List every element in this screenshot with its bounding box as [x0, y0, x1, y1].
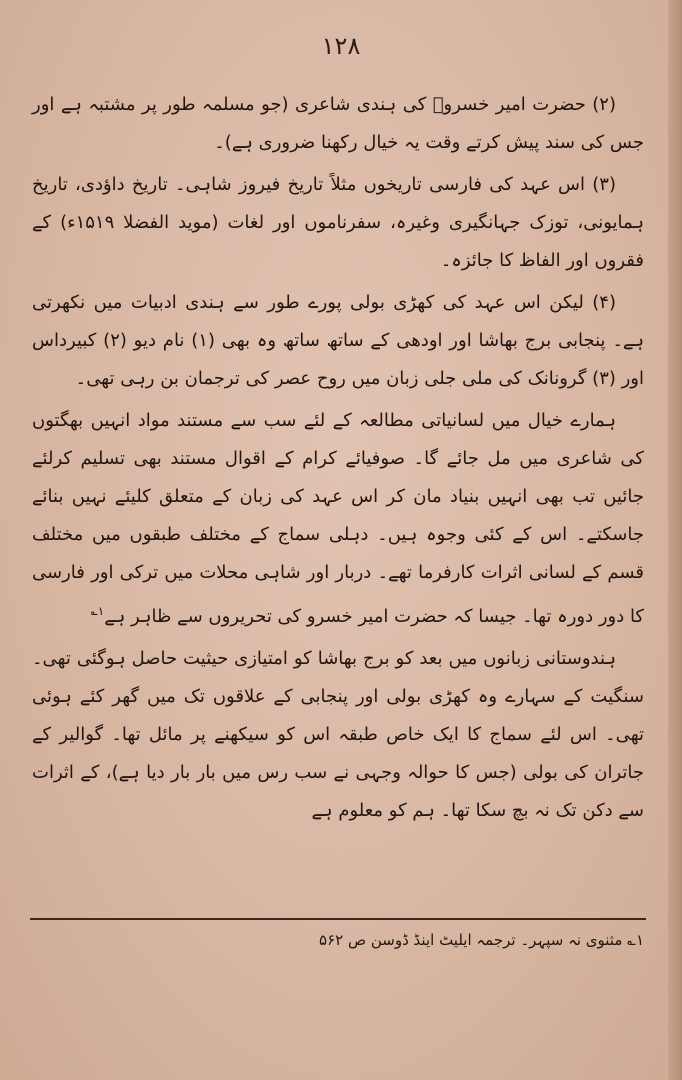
paragraph-item-3: (۳) اس عہد کی فارسی تاریخوں مثلاً تاریخ فیروز شاہی۔ تاریخ داؤدی، تاریخ ہمایونی، توزک جہانگیری وغیرہ، سفرناموں اور لغات (موید الفضلا ۱۵۱۹ء) کے فقروں اور الفاظ کا جائزہ۔	[32, 174, 644, 271]
page-spine-shadow	[668, 0, 682, 1080]
footnote-reference: ۱؎	[90, 604, 105, 618]
paragraph-braj-bhasha: ہندوستانی زبانوں میں بعد کو برج بھاشا کو امتیازی حیثیت حاصل ہوگئی تھی۔ سنگیت کے سہارے وہ کھڑی بولی اور پنجابی کے علاقوں تک میں گھر کئے ہوئی تھی۔ اس لئے سماج کا ایک خاص طبقہ اس کو سیکھنے پر مائل تھا۔ گوالیر کے جاتران کی بولی (جس کا حوالہ وجہی نے سب رس میں بار بار دیا ہے)، کے اثرات سے دکن تک نہ بچ سکا تھا۔ ہم کو معلوم ہے	[32, 648, 644, 821]
footnote: ۱؎ مثنوی نہ سپہر۔ ترجمہ ایلیٹ اینڈ ڈوسن ص ۵۶۲	[319, 931, 644, 949]
page-body	[32, 86, 644, 834]
footnote-divider	[30, 918, 646, 920]
paragraph-item-4: (۴) لیکن اس عہد کی کھڑی بولی پورے طور سے ہندی ادبیات میں نکھرتی ہے۔ پنجابی برج بھاشا اور اودھی کے ساتھ ساتھ وہ بھی (۱) نام دیو (۲) کبیرداس اور (۳) گرونانک کی ملی جلی زبان میں روح عصر کی ترجمان بن رہی تھی۔	[32, 292, 644, 389]
paragraph-item-2: (۲) حضرت امیر خسروؒ کی ہندی شاعری (جو مسلمہ طور پر مشتبہ ہے اور جس کی سند پیش کرتے وقت یہ خیال رکھنا ضروری ہے)۔	[32, 94, 644, 153]
page-number: ۱۲۸	[321, 32, 361, 60]
paragraph-linguistic-study-text: ہمارے خیال میں لسانیاتی مطالعہ کے لئے سب سے مستند مواد انہیں بھگتوں کی شاعری میں مل جائے گا۔ صوفیائے کرام کے اقوال مستند بھی تسلیم کرلئے جائیں تب بھی انہیں بنیاد مان کر اس عہد کی زبان کے متعلق کلیئے نہیں بنائے جاسکتے۔ اس کے کئی وجوہ ہیں۔ دہلی سماج کے مختلف طبقوں میں مختلف قسم کے لسانی اثرات کارفرما تھے۔ دربار اور شاہی محلات میں ترکی اور فارسی کا دور دورہ تھا۔ جیسا کہ حضرت امیر خسرو کی تحریروں سے ظاہر ہے	[32, 410, 644, 627]
paragraph-linguistic-study	[32, 402, 644, 636]
